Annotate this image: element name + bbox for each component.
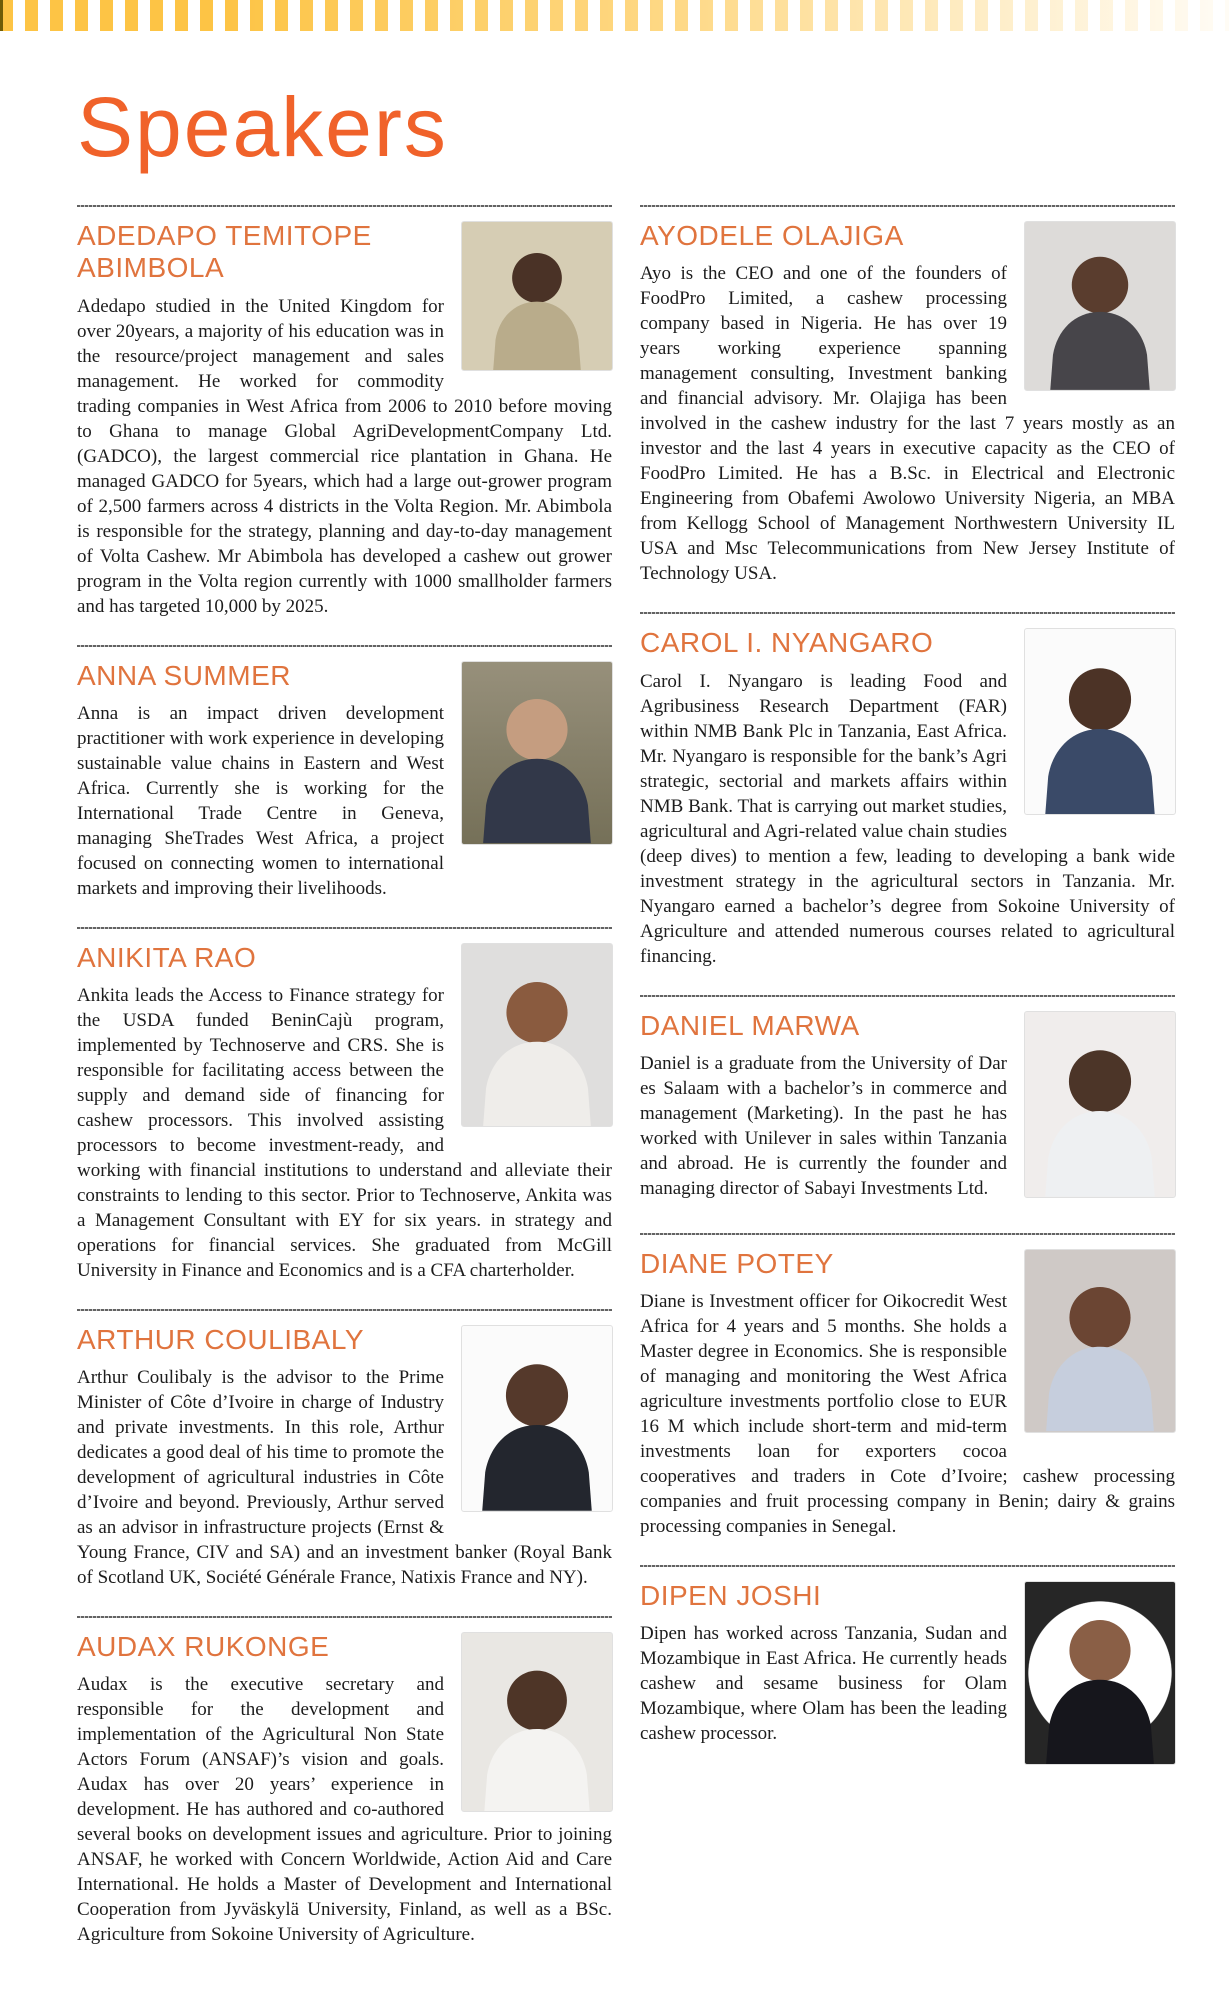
person-silhouette-icon xyxy=(462,1348,612,1511)
speaker-bio: Adedapo studied in the United Kingdom for over 20years, a majority of his education was in the resource/project management and sales management. He worked for commodity trading companies in West Africa from 2006 to 2010 before moving to Ghana to manage Global AgriDevelopmentCompany Ltd. (GADCO), the largest commercial rice plantation in Ghana. He managed GADCO for 5years, which had a large out-grower program of 2,500 farmers across 4 districts in the Volta Region. Mr. Abimbola is responsible for the strategy, planning and day-to-day management of Volta Cashew. Mr Abimbola has developed a cashew out grower program in the Volta region currently with 1000 smallholder farmers and has targeted 10,000 by 2025. xyxy=(77,295,612,617)
speaker-entry-content xyxy=(640,1010,1175,1207)
speakers-column-left xyxy=(77,205,612,1947)
speaker-name: AYODELE OLAJIGA xyxy=(640,220,904,252)
speaker-photo xyxy=(1025,1250,1175,1432)
speaker-name: DIANE POTEY xyxy=(640,1247,834,1279)
speaker-bio: Ayo is the CEO and one of the founders of FoodPro Limited, a cashew processing company based in Nigeria. He has over 19 years working experience spanning management consulting, Investment banking and financial advisory. Mr. Olajiga has been involved in the cashew industry for the last 7 years mostly as an investor and the last 4 years in executive capacity as the CEO of FoodPro Limited. He has a B.Sc. in Electrical and Electronic Engineering from Obafemi Awolowo University Nigeria, an MBA from Kellogg School of Management Northwestern University IL USA and Msc Telecommunications from New Jersey Institute of Technology USA. xyxy=(640,263,1175,585)
speaker-photo xyxy=(1025,222,1175,390)
divider-rule xyxy=(640,995,1175,997)
speaker-photo xyxy=(1025,629,1175,814)
speaker-name: ANNA SUMMER xyxy=(77,659,291,691)
speaker-entry-content xyxy=(77,942,612,1283)
speaker-bio: Carol I. Nyangaro is leading Food and Agribusiness Research Department (FAR) within NMB Bank Plc in Tanzania, East Africa. Mr. Nyangaro is responsible for the bank’s Agri strategic, sectorial and markets affairs within NMB Bank. That is carrying out market studies, agricultural and Agri-related value chain studies (deep dives) to mention a few, leading to developing a bank wide investment strategy in the agricultural sectors in Tanzania. Mr. Nyangaro earned a bachelor’s degree from Sokoine University of Agriculture and attended numerous courses related to agricultural financing. xyxy=(640,670,1175,967)
speaker-name: ANIKITA RAO xyxy=(77,941,257,973)
person-silhouette-icon xyxy=(1025,1034,1175,1197)
speaker-name: CAROL I. NYANGARO xyxy=(640,627,934,659)
speaker-entry-content xyxy=(640,1248,1175,1539)
speaker-photo xyxy=(462,662,612,844)
speaker-bio: Ankita leads the Access to Finance strategy for the USDA funded BeninCajù program, implemented by Technoserve and CRS. She is responsible for facilitating access between the supply and demand side of financing for cashew processors. This involved assisting processors to become investment-ready, and working with financial institutions to understand and alleviate their constraints to lending to this sector. Prior to Technoserve, Ankita was a Management Consultant with EY for six years. in strategy and operations for financial services. She graduated from McGill University in Finance and Economics and is a CFA charterholder. xyxy=(77,984,612,1281)
speaker-bio: Daniel is a graduate from the University of Dar es Salaam with a bachelor’s in commerce and management (Marketing). In the past he has worked with Unilever in sales within Tanzania and abroad. He is currently the founder and managing director of Sabayi Investments Ltd. xyxy=(640,1052,1007,1199)
speaker-bio: Arthur Coulibaly is the advisor to the Prime Minister of Côte d’Ivoire in charge of Industry and private investments. In this role, Arthur dedicates a good deal of his time to promote the development of agricultural industries in Côte d’Ivoire and beyond. Previously, Arthur served as an advisor in infrastructure projects (Ernst & Young France, CIV and SA) and an investment banker (Royal Bank of Scotland UK, Société Générale France, Natixis France and NY). xyxy=(77,1367,612,1589)
speaker-name: ARTHUR COULIBALY xyxy=(77,1323,365,1355)
divider-rule xyxy=(77,205,612,207)
speaker-photo xyxy=(1025,1012,1175,1197)
divider-rule xyxy=(640,612,1175,614)
divider-rule xyxy=(77,1616,612,1618)
speaker-name: DANIEL MARWA xyxy=(640,1009,860,1041)
speaker-photo xyxy=(1025,1582,1175,1764)
speaker-photo xyxy=(462,1633,612,1811)
person-silhouette-icon xyxy=(462,240,612,370)
speaker-photo xyxy=(462,1326,612,1511)
divider-rule xyxy=(640,1565,1175,1567)
speaker-bio: Diane is Investment officer for Oikocredit West Africa for 4 years and 5 months. She holds a Master degree in Economics. She is responsible of managing and monitoring the West Africa agriculture investments portfolio close to EUR 16 M which include short-term and mid-term investments loan for exporters cocoa cooperatives and traders in Cote d’Ivoire; cashew processing companies and fruit processing company in Benin; dairy & grains processing companies in Senegal. xyxy=(640,1290,1175,1537)
speaker-name: ADEDAPO TEMITOPE ABIMBOLA xyxy=(77,220,372,284)
speaker-bio: Dipen has worked across Tanzania, Sudan and Mozambique in East Africa. He currently heads cashew and sesame business for Olam Mozambique, where Olam has been the leading cashew processor. xyxy=(640,1622,1007,1744)
speakers-column-right xyxy=(640,205,1175,1774)
speakers-columns xyxy=(77,205,1174,1947)
speakers-page xyxy=(0,31,1229,1995)
speaker-entry-content xyxy=(640,220,1175,586)
speaker-entry xyxy=(640,1233,1175,1539)
divider-rule xyxy=(640,1233,1175,1235)
speaker-entry-content xyxy=(640,627,1175,968)
person-silhouette-icon xyxy=(462,966,612,1126)
speaker-entry xyxy=(77,205,612,618)
person-silhouette-icon xyxy=(462,1655,612,1812)
speaker-name: DIPEN JOSHI xyxy=(640,1579,822,1611)
speaker-entry xyxy=(640,995,1175,1207)
person-silhouette-icon xyxy=(1025,1604,1175,1764)
speaker-entry-content xyxy=(77,1324,612,1590)
speaker-entry xyxy=(77,927,612,1283)
divider-rule xyxy=(77,927,612,929)
person-silhouette-icon xyxy=(462,683,612,843)
speaker-bio: Anna is an impact driven development practitioner with work experience in developing sustainable value chains in Eastern and West Africa. Currently she is working for the International Trade Centre in Geneva, managing SheTrades West Africa, a project focused on connecting women to international markets and improving their livelihoods. xyxy=(77,702,444,899)
speaker-photo xyxy=(462,944,612,1126)
person-silhouette-icon xyxy=(1025,242,1175,390)
speaker-entry-content xyxy=(77,1631,612,1947)
speaker-name: AUDAX RUKONGE xyxy=(77,1631,330,1663)
speaker-entry xyxy=(640,612,1175,968)
divider-rule xyxy=(77,645,612,647)
speaker-entry-content xyxy=(640,1580,1175,1774)
divider-rule xyxy=(77,1309,612,1311)
top-stripe-banner xyxy=(0,0,1229,31)
speaker-entry-content xyxy=(77,660,612,901)
speaker-entry-content xyxy=(77,220,612,618)
speaker-entry xyxy=(77,1309,612,1590)
speaker-entry xyxy=(77,1616,612,1947)
speaker-bio: Audax is the executive secretary and responsible for the development and implementation of the Agricultural Non State Actors Forum (ANSAF)’s vision and goals. Audax has over 20 years’ experience in development. He has authored and co-authored several books on development issues and agriculture. Prior to joining ANSAF, he worked with Concern Worldwide, Action Aid and Care International. He holds a Master of Development and International Cooperation from Jyväskylä University, Finland, as well as a BSc. Agriculture from Sokoine University of Agriculture. xyxy=(77,1674,612,1946)
person-silhouette-icon xyxy=(1025,1271,1175,1431)
divider-rule xyxy=(640,205,1175,207)
person-silhouette-icon xyxy=(1025,652,1175,815)
speaker-photo xyxy=(462,222,612,370)
speaker-entry xyxy=(640,205,1175,586)
page-title: Speakers xyxy=(77,80,448,174)
speaker-entry xyxy=(77,645,612,901)
speaker-entry xyxy=(640,1565,1175,1774)
